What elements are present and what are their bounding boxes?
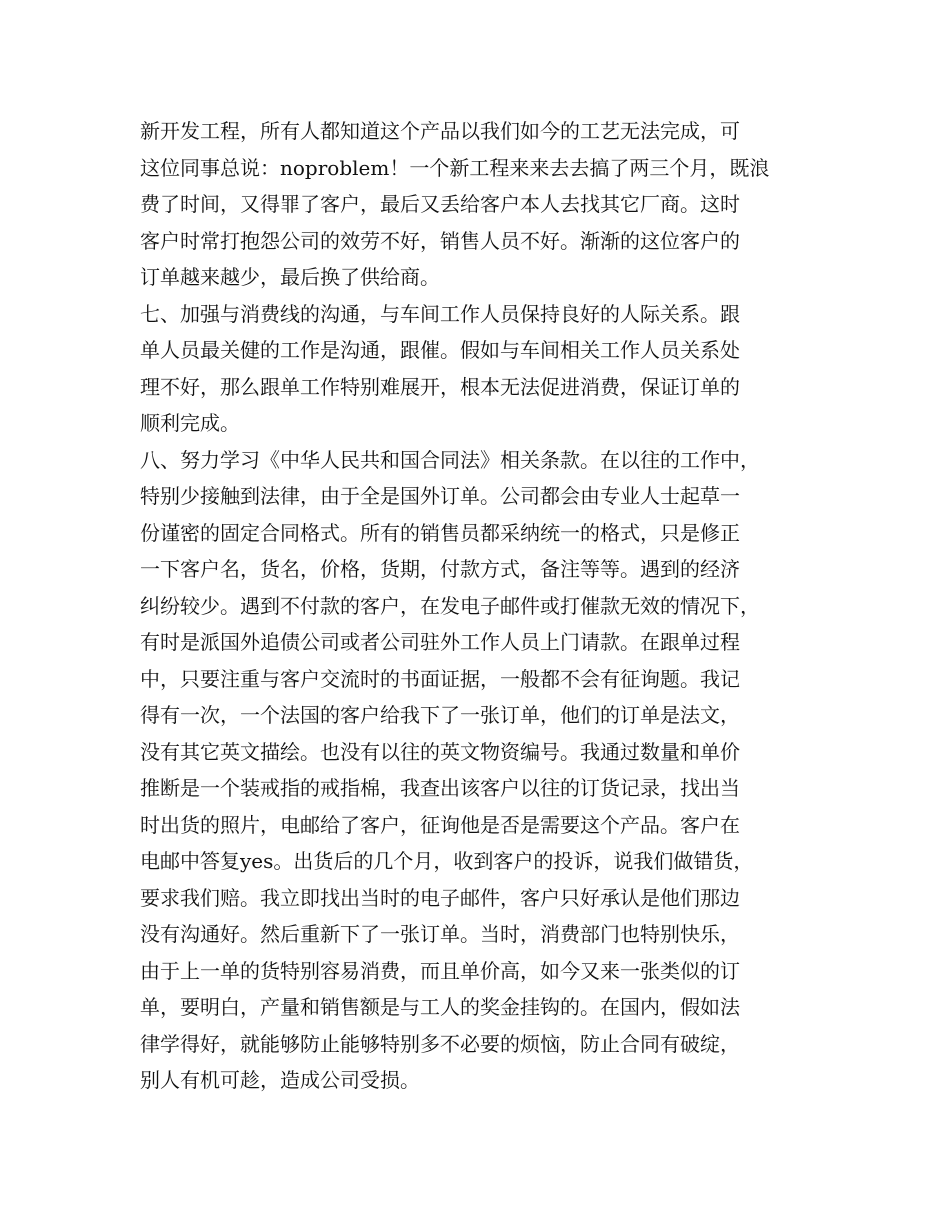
text-line: 别人有机可趁，造成公司受损。 bbox=[140, 1068, 420, 1092]
text-line: 单人员最关健的工作是沟通，跟催。假如与车间相关工作人员关系处 bbox=[140, 338, 740, 362]
text-line: 理不好，那么跟单工作特别难展开，根本无法促进消费，保证订单的 bbox=[140, 374, 740, 399]
text-line: 推断是一个装戒指的戒指棉，我查出该客户以往的订货记录，找出当 bbox=[140, 776, 740, 800]
text-line: 没有沟通好。然后重新下了一张订单。当时，消费部门也特别快乐， bbox=[140, 922, 740, 946]
text-line: 八、努力学习《中华人民共和国合同法》相关条款。在以往的工作中， bbox=[140, 447, 760, 472]
text-line: 得有一次，一个法国的客户给我下了一张订单，他们的订单是法文， bbox=[140, 703, 740, 727]
text-line: 这位同事总说：noproblem！一个新工程来来去去搞了两三个月，既浪 bbox=[140, 155, 770, 180]
text-line: 单，要明白，产量和销售额是与工人的奖金挂钩的。在国内，假如法 bbox=[140, 995, 740, 1019]
text-line: 中，只要注重与客户交流时的书面证据，一般都不会有征询题。我记 bbox=[140, 666, 740, 691]
text-line: 顺利完成。 bbox=[140, 411, 240, 435]
text-line: 份谨密的固定合同格式。所有的销售员都采纳统一的格式，只是修正 bbox=[140, 520, 740, 545]
text-line: 由于上一单的货特别容易消费，而且单价高，如今又来一张类似的订 bbox=[140, 958, 740, 983]
text-line: 客户时常打抱怨公司的效劳不好，销售人员不好。渐渐的这位客户的 bbox=[140, 228, 740, 253]
text-line: 纠纷较少。遇到不付款的客户，在发电子邮件或打催款无效的情况下， bbox=[140, 593, 760, 618]
text-line: 七、加强与消费线的沟通，与车间工作人员保持良好的人际关系。跟 bbox=[140, 301, 740, 326]
text-line: 时出货的照片，电邮给了客户，征询他是否是需要这个产品。客户在 bbox=[140, 812, 740, 837]
text-line: 一下客户名，货名，价格，货期，付款方式，备注等等。遇到的经济 bbox=[140, 557, 740, 581]
text-line: 有时是派国外追债公司或者公司驻外工作人员上门请款。在跟单过程 bbox=[140, 630, 740, 654]
text-line: 订单越来越少，最后换了供给商。 bbox=[140, 265, 440, 289]
text-line: 新开发工程，所有人都知道这个产品以我们如今的工艺无法完成，可 bbox=[140, 119, 740, 143]
text-line: 费了时间，又得罪了客户，最后又丢给客户本人去找其它厂商。这时 bbox=[140, 192, 740, 216]
text-line: 要求我们赔。我立即找出当时的电子邮件，客户只好承认是他们那边 bbox=[140, 885, 740, 910]
body-text bbox=[140, 113, 830, 1099]
text-line: 没有其它英文描绘。也没有以往的英文物资编号。我通过数量和单价 bbox=[140, 739, 740, 764]
text-line: 电邮中答复yes。出货后的几个月，收到客户的投诉，说我们做错货， bbox=[140, 849, 754, 873]
text-line: 律学得好，就能够防止能够特别多不必要的烦恼，防止合同有破绽， bbox=[140, 1031, 740, 1056]
text-line: 特别少接触到法律，由于全是国外订单。公司都会由专业人士起草一 bbox=[140, 484, 740, 508]
